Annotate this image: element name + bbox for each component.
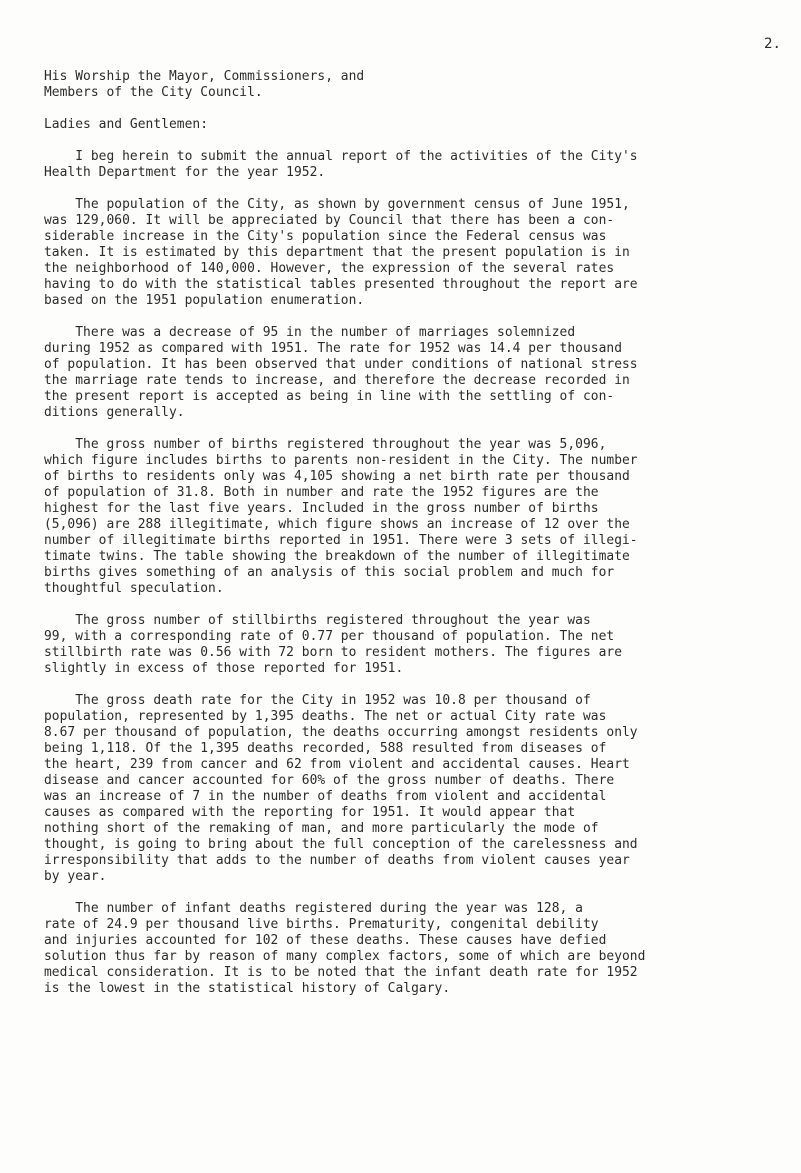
paragraph-line: the present report is accepted as being in line with the settling of con- xyxy=(44,389,615,404)
paragraph-line: irresponsibility that adds to the number of deaths from violent causes year xyxy=(44,853,630,868)
paragraph-line: is the lowest in the statistical history of Calgary. xyxy=(44,981,451,996)
paragraph-line: births gives something of an analysis of this social problem and much for xyxy=(44,565,615,580)
paragraph-line: solution thus far by reason of many complex factors, some of which are beyond xyxy=(44,949,646,964)
paragraph-line: population, represented by 1,395 deaths. The net or actual City rate was xyxy=(44,709,607,724)
paragraph-line: The gross number of births registered throughout the year was 5,096, xyxy=(44,437,607,452)
paragraph-line: medical consideration. It is to be noted that the infant death rate for 1952 xyxy=(44,965,638,980)
paragraph-line: ditions generally. xyxy=(44,405,185,420)
paragraph-line: siderable increase in the City's population since the Federal census was xyxy=(44,229,607,244)
paragraph-line: was an increase of 7 in the number of deaths from violent and accidental xyxy=(44,789,607,804)
paragraph-line: having to do with the statistical tables presented throughout the report are xyxy=(44,277,638,292)
paragraph-line: based on the 1951 population enumeration. xyxy=(44,293,365,308)
paragraph-line: slightly in excess of those reported for 1951. xyxy=(44,661,404,676)
paragraph-line: thoughtful speculation. xyxy=(44,581,224,596)
address-line: Members of the City Council. xyxy=(44,85,263,100)
paragraph-line: number of illegitimate births reported in 1951. There were 3 sets of illegi- xyxy=(44,533,638,548)
paragraph-line: by year. xyxy=(44,869,107,884)
paragraph-line: stillbirth rate was 0.56 with 72 born to resident mothers. The figures are xyxy=(44,645,622,660)
paragraph-line: causes as compared with the reporting for 1951. It would appear that xyxy=(44,805,576,820)
paragraph-line: 8.67 per thousand of population, the deaths occurring amongst residents only xyxy=(44,725,638,740)
paragraph-line: which figure includes births to parents non-resident in the City. The number xyxy=(44,453,638,468)
paragraph-line: taken. It is estimated by this department that the present population is in xyxy=(44,245,630,260)
paragraph-line: of population. It has been observed that under conditions of national stress xyxy=(44,357,638,372)
paragraph-line: disease and cancer accounted for 60% of the gross number of deaths. There xyxy=(44,773,615,788)
paragraph-line: The population of the City, as shown by government census of June 1951, xyxy=(44,197,630,212)
paragraph-line: being 1,118. Of the 1,395 deaths recorded, 588 resulted from diseases of xyxy=(44,741,607,756)
paragraph-line: The number of infant deaths registered during the year was 128, a xyxy=(44,901,583,916)
paragraph-line: timate twins. The table showing the breakdown of the number of illegitimate xyxy=(44,549,630,564)
page-number: 2. xyxy=(764,36,781,52)
paragraph-line: rate of 24.9 per thousand live births. Prematurity, congenital debility xyxy=(44,917,599,932)
paragraph-line: (5,096) are 288 illegitimate, which figure shows an increase of 12 over the xyxy=(44,517,630,532)
paragraph-line: The gross number of stillbirths registered throughout the year was xyxy=(44,613,591,628)
paragraph-line: nothing short of the remaking of man, and more particularly the mode of xyxy=(44,821,599,836)
paragraph-line: highest for the last five years. Included in the gross number of births xyxy=(44,501,599,516)
paragraph-line: the neighborhood of 140,000. However, the expression of the several rates xyxy=(44,261,615,276)
paragraph-line: 99, with a corresponding rate of 0.77 per thousand of population. The net xyxy=(44,629,615,644)
paragraph-line: of births to residents only was 4,105 showing a net birth rate per thousand xyxy=(44,469,630,484)
paragraph-line: the heart, 239 from cancer and 62 from violent and accidental causes. Heart xyxy=(44,757,630,772)
greeting: Ladies and Gentlemen: xyxy=(44,117,209,132)
paragraph-line: the marriage rate tends to increase, and therefore the decrease recorded in xyxy=(44,373,630,388)
paragraph-line: There was a decrease of 95 in the number of marriages solemnized xyxy=(44,325,576,340)
paragraph-line: The gross death rate for the City in 1952 was 10.8 per thousand of xyxy=(44,693,591,708)
paragraph-line: during 1952 as compared with 1951. The rate for 1952 was 14.4 per thousand xyxy=(44,341,622,356)
paragraph-line: of population of 31.8. Both in number and rate the 1952 figures are the xyxy=(44,485,599,500)
paragraph-line: and injuries accounted for 102 of these deaths. These causes have defied xyxy=(44,933,607,948)
paragraph-line: thought, is going to bring about the full conception of the carelessness and xyxy=(44,837,638,852)
paragraph-line: was 129,060. It will be appreciated by Council that there has been a con- xyxy=(44,213,615,228)
paragraph-line: I beg herein to submit the annual report of the activities of the City's xyxy=(44,149,638,164)
address-line: His Worship the Mayor, Commissioners, and xyxy=(44,69,365,84)
paragraph-line: Health Department for the year 1952. xyxy=(44,165,326,180)
